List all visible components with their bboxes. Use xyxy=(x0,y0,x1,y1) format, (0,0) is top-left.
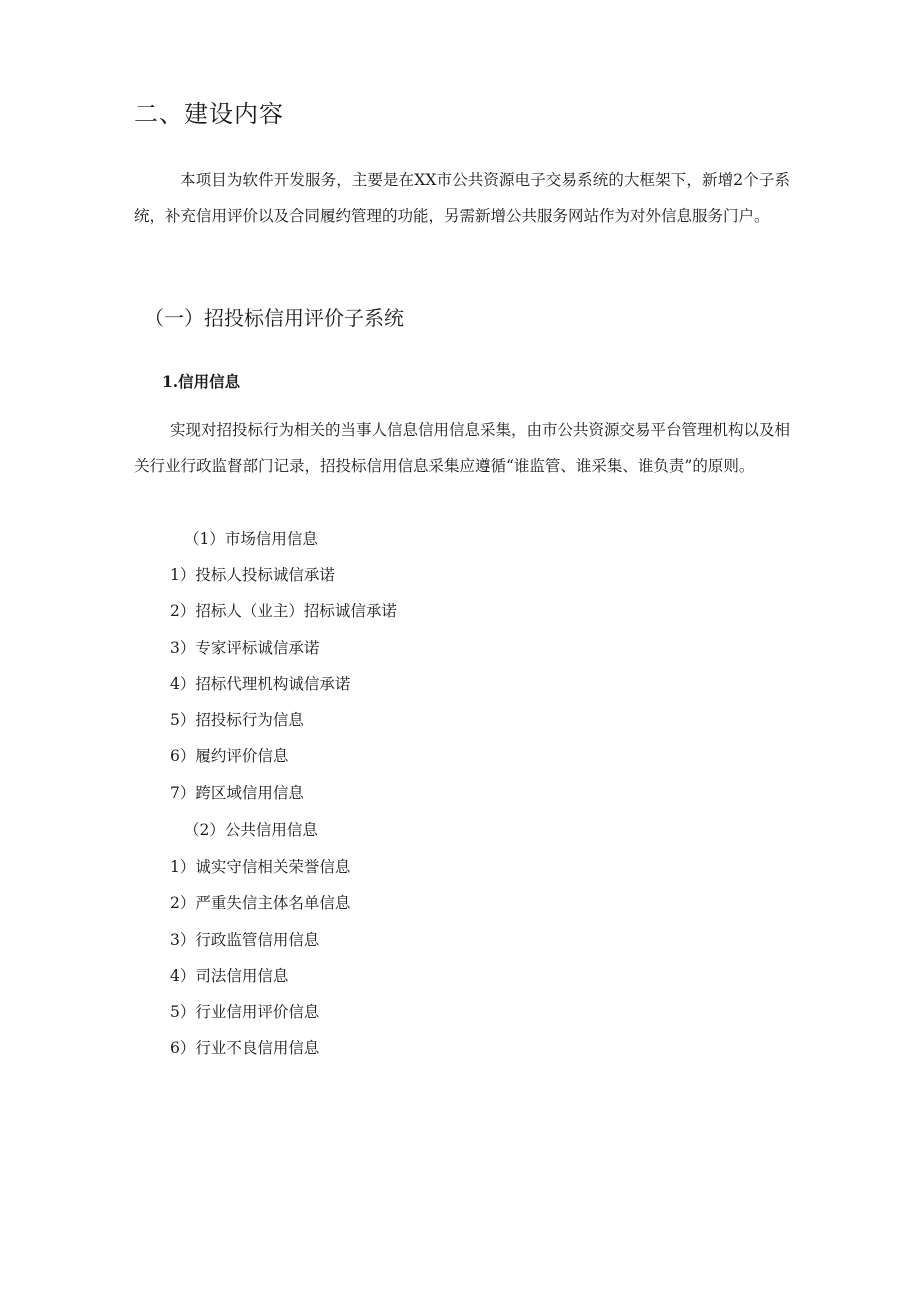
list-item: 3）专家评标诚信承诺 xyxy=(170,638,320,657)
public-credit-list xyxy=(170,849,350,1067)
list-item: 1）诚实守信相关荣誉信息 xyxy=(170,858,351,876)
credit-info-heading: 1.信用信息 xyxy=(162,372,241,391)
list-item: 2）严重失信主体名单信息 xyxy=(170,894,351,913)
list-item: 2）招标人（业主）招标诚信承诺 xyxy=(170,602,397,621)
list-item: 5）行业信用评价信息 xyxy=(170,1003,320,1022)
list-item: 4）司法信用信息 xyxy=(170,966,289,985)
section-heading: 二、建设内容 xyxy=(134,100,284,128)
market-credit-title: （1）市场信用信息 xyxy=(184,530,318,548)
list-item: 5）招投标行为信息 xyxy=(170,711,304,730)
list-item: 7）跨区域信用信息 xyxy=(170,783,304,802)
list-item: 3）行政监管信用信息 xyxy=(170,930,320,949)
public-credit-title: （2）公共信用信息 xyxy=(184,821,318,839)
credit-info-description: 实现对招投标行为相关的当事人信息信用信息采集，由市公共资源交易平台管理机构以及相关行业行政监督部门记录，招投标信用信息采集应遵循“谁监管、谁采集、谁负责”的原则。 xyxy=(134,421,791,475)
market-credit-list xyxy=(170,557,397,811)
list-item: 1）投标人投标诚信承诺 xyxy=(170,566,335,584)
list-item: 4）招标代理机构诚信承诺 xyxy=(170,674,351,693)
list-item: 6）履约评价信息 xyxy=(170,747,289,766)
list-item: 6）行业不良信用信息 xyxy=(170,1039,320,1058)
subsection-heading: （一）招投标信用评价子系统 xyxy=(144,306,404,330)
intro-paragraph: 本项目为软件开发服务，主要是在XX市公共资源电子交易系统的大框架下，新增2个子系统，补充信用评价以及合同履约管理的功能，另需新增公共服务网站作为对外信息服务门户。 xyxy=(134,171,790,225)
